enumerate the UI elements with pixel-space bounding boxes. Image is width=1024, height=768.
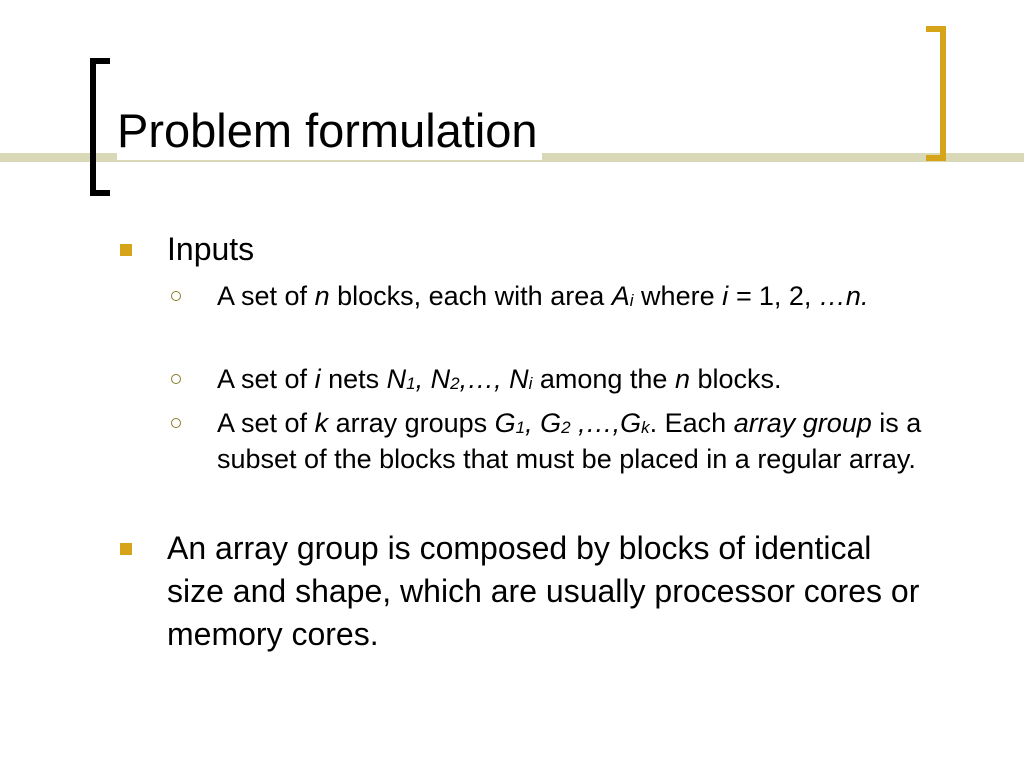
math-N: N <box>509 364 529 394</box>
math-A: A <box>611 281 630 311</box>
math-n: n <box>314 281 330 311</box>
text-run: nets <box>320 364 387 394</box>
math-N: N <box>386 364 407 394</box>
math-separator: , <box>415 364 431 394</box>
text-run: A set of <box>217 364 315 394</box>
math-separator: , <box>525 408 541 438</box>
left-bracket-decoration <box>90 58 110 196</box>
right-bracket-decoration <box>926 26 946 161</box>
square-bullet-icon <box>120 543 132 555</box>
math-G: G <box>494 408 516 438</box>
square-bullet-icon <box>120 244 132 256</box>
math-subscript: i <box>528 374 533 393</box>
text-run: A set of <box>217 408 315 438</box>
text-run: A set of <box>217 281 315 311</box>
text-run: blocks. <box>689 364 782 394</box>
bullet-inputs: Inputs <box>167 231 255 267</box>
math-G: G <box>540 408 562 438</box>
italic-term-array-group: array group <box>733 408 872 438</box>
math-subscript: i <box>629 291 634 310</box>
circle-bullet-icon <box>171 418 181 428</box>
text-run: where <box>633 281 723 311</box>
text-run: blocks, each with area <box>329 281 612 311</box>
math-N: N <box>430 364 451 394</box>
circle-bullet-icon <box>171 374 181 384</box>
text-run: among the <box>532 364 675 394</box>
sub-bullet-blocks <box>217 278 957 314</box>
text-run: array groups <box>328 408 495 438</box>
math-i: i <box>722 281 729 311</box>
math-subscript: 2 <box>561 418 571 437</box>
text-run: . Each <box>649 408 734 438</box>
math-G: G <box>620 408 642 438</box>
math-ellipsis-n: …n. <box>818 281 869 311</box>
sub-bullet-array-groups <box>217 405 962 477</box>
math-subscript: 1 <box>515 418 526 437</box>
text-run: 1, 2, <box>751 281 819 311</box>
math-k: k <box>314 408 329 438</box>
math-n: n <box>674 364 690 394</box>
text-run: is a subset of the blocks that must be placed in a regular array. <box>217 408 922 474</box>
math-separator: ,…, <box>570 408 621 438</box>
math-subscript: 1 <box>406 374 416 393</box>
math-subscript: k <box>641 418 650 437</box>
circle-bullet-icon <box>171 291 181 301</box>
bullet-array-group-definition: An array group is composed by blocks of identical size and shape, which are usually processor cores or memory cores. <box>167 530 920 652</box>
sub-bullet-nets <box>217 361 967 397</box>
math-subscript: 2 <box>450 374 460 393</box>
math-i: i <box>314 364 321 394</box>
slide-title: Problem formulation <box>117 102 542 160</box>
math-separator: ,…, <box>459 364 510 394</box>
math-equals: = <box>728 281 752 311</box>
